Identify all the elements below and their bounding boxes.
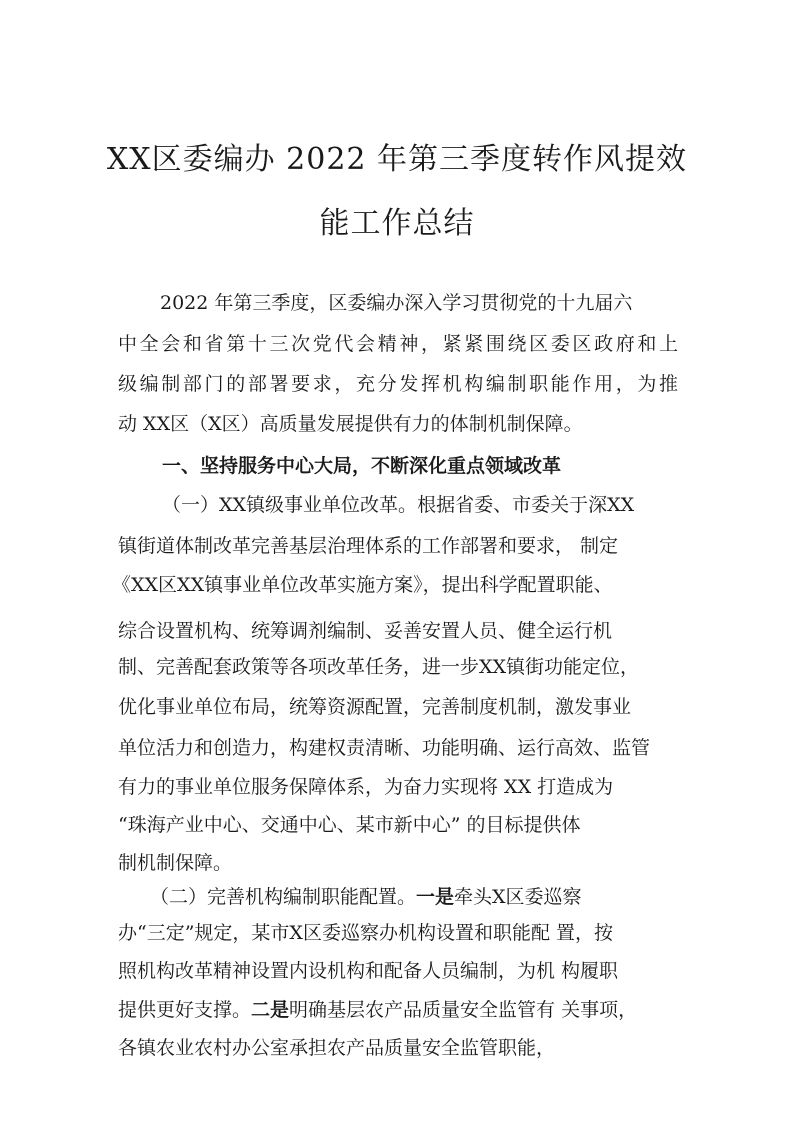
paragraph-line: 单位活力和创造力，构建权责清晰、功能明确、运行高效、监管 — [118, 737, 651, 759]
paragraph-line: 制、完善配套政策等各项改革任务，进一步XX镇街功能定位， — [118, 656, 640, 678]
paragraph-line: 各镇农业农村办公室承担农产品质量安全监管职能， — [118, 1037, 556, 1059]
second-point-marker: 二是 — [251, 999, 290, 1021]
first-point-marker: 一是 — [416, 886, 455, 908]
intro-line: 中全会和省第十三次党代会精神，紧紧围绕区委区政府和上 — [118, 333, 678, 355]
paragraph-line: 优化事业单位布局，统筹资源配置，完善制度机制，激发事业 — [118, 696, 632, 718]
paragraph-line: 办“三定”规定，某市X区委巡察办机构设置和职能配 置，按 — [118, 922, 613, 944]
paragraph-line: 制机制保障。 — [118, 852, 233, 874]
paragraph-line: “珠海产业中心、交通中心、某市新中心” 的目标提供体 — [118, 814, 581, 836]
paragraph-text: 牵头X区委巡察 — [454, 886, 582, 908]
section-heading: 一、坚持服务中心大局，不断深化重点领域改革 — [162, 455, 562, 477]
paragraph-line-with-marker — [118, 999, 637, 1022]
subsection-1-first-line — [162, 494, 634, 517]
paragraph-line: 《XX区XX镇事业单位改革实施方案》，提出科学配置职能、 — [112, 574, 613, 596]
paragraph-text: 根据省委、市委关于深XX — [417, 494, 635, 516]
subsection-1-lead: （一）XX镇级事业单位改革。 — [162, 494, 418, 516]
intro-line: 2022 年第三季度，区委编办深入学习贯彻党的十九届六 — [160, 292, 633, 314]
intro-line: 动 XX区（X区）高质量发展提供有力的体制机制保障。 — [118, 413, 583, 435]
subsection-2-lead: （二）完善机构编制职能配置。 — [150, 886, 417, 908]
document-title-line-1: XX区委编办 2022 年第三季度转作风提效 — [106, 142, 688, 177]
paragraph-text: 提供更好支撑。 — [118, 999, 252, 1021]
paragraph-line: 综合设置机构、统筹调剂编制、妥善安置人员、健全运行机 — [118, 620, 613, 642]
paragraph-line: 镇街道体制改革完善基层治理体系的工作部署和要求， 制定 — [118, 535, 619, 557]
paragraph-text: 明确基层农产品质量安全监管有 关事项， — [289, 999, 638, 1021]
intro-line: 级编制部门的部署要求，充分发挥机构编制职能作用，为推 — [118, 373, 678, 395]
paragraph-line: 照机构改革精神设置内设机构和配备人员编制，为机 构履职 — [118, 960, 619, 982]
document-title-line-2: 能工作总结 — [319, 206, 475, 241]
paragraph-line: 有力的事业单位服务保障体系，为奋力实现将 XX 打造成为 — [118, 776, 614, 798]
subsection-2-first-line — [150, 886, 582, 909]
